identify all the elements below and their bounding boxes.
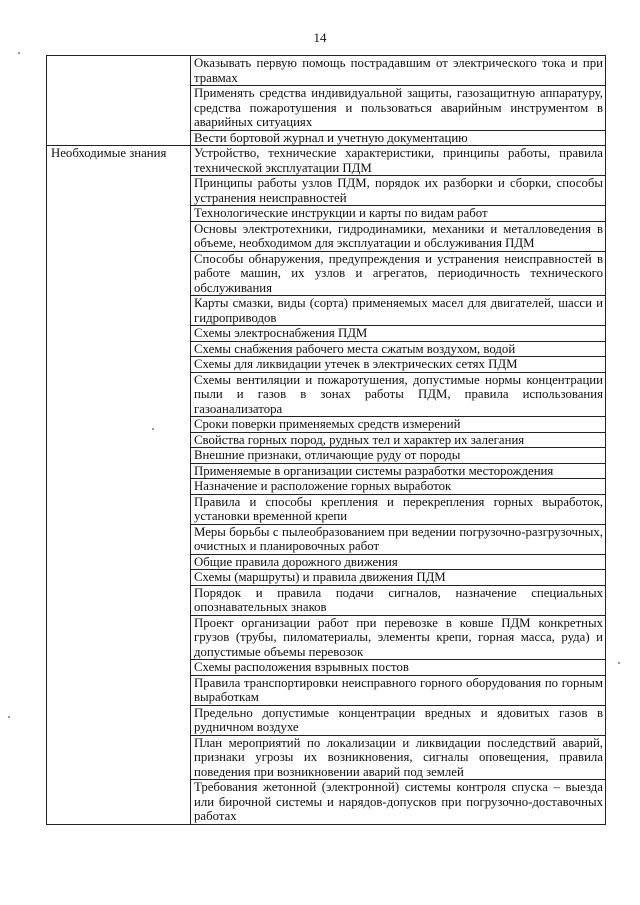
requirement-item: Свойства горных пород, рудных тел и характер их залегания [191,432,606,448]
requirement-item: Схемы электроснабжения ПДМ [191,326,606,342]
requirement-item: Сроки поверки применяемых средств измерений [191,417,606,433]
requirement-item: Назначение и расположение горных выработок [191,479,606,495]
requirement-item: Применяемые в организации системы разработки месторождения [191,463,606,479]
requirement-item: Технологические инструкции и карты по видам работ [191,206,606,222]
requirement-item: Способы обнаружения, предупреждения и устранения неисправностей в работе машин, их узлов и агрегатов, периодичность технического обслуживания [191,251,606,296]
requirement-item: Устройство, технические характеристики, принципы работы, правила технической эксплуатации ПДМ [191,146,606,176]
scan-speck [152,428,154,430]
requirement-item: Основы электротехники, гидродинамики, механики и металловедения в объеме, необходимом для эксплуатации и обслуживания ПДМ [191,221,606,251]
competency-table [46,55,606,825]
scan-speck [8,716,10,718]
table-row [47,146,606,176]
requirement-item: Оказывать первую помощь пострадавшим от электрического тока и при травмах [191,56,606,86]
section-label [47,56,191,146]
requirement-item: Правила транспортировки неисправного горного оборудования по горным выработкам [191,675,606,705]
requirement-item: Схемы расположения взрывных постов [191,660,606,676]
requirement-item: План мероприятий по локализации и ликвидации последствий аварий, признаки угрозы их возникновения, сигналы оповещения, правила поведения при возникновении аварий под землей [191,735,606,780]
table-body [47,56,606,825]
requirement-item: Карты смазки, виды (сорта) применяемых масел для двигателей, шасси и гидроприводов [191,296,606,326]
requirement-item: Меры борьбы с пылеобразованием при ведении погрузочно-разгрузочных, очистных и планировочных работ [191,524,606,554]
requirement-item: Схемы для ликвидации утечек в электрических сетях ПДМ [191,357,606,373]
requirement-item: Предельно допустимые концентрации вредных и ядовитых газов в рудничном воздухе [191,705,606,735]
requirement-item: Требования жетонной (электронной) системы контроля спуска – выезда или бирочной системы и нарядов-допусков при погрузочно-доставочных работах [191,780,606,825]
requirement-item: Правила и способы крепления и перекрепления горных выработок, установки временной крепи [191,494,606,524]
requirement-item: Внешние признаки, отличающие руду от породы [191,448,606,464]
table-row [47,56,606,86]
requirement-item: Вести бортовой журнал и учетную документацию [191,130,606,146]
requirement-item: Схемы снабжения рабочего места сжатым воздухом, водой [191,341,606,357]
scan-speck [18,52,20,54]
requirement-item: Схемы вентиляции и пожаротушения, допустимые нормы концентрации пыли и газов в зонах работы ПДМ, правила использования газоанализатора [191,372,606,417]
requirement-item: Схемы (маршруты) и правила движения ПДМ [191,570,606,586]
section-label: Необходимые знания [47,146,191,825]
requirement-item: Принципы работы узлов ПДМ, порядок их разборки и сборки, способы устранения неисправностей [191,176,606,206]
page-number: 14 [313,30,327,45]
requirement-item: Проект организации работ при перевозке в ковше ПДМ конкретных грузов (трубы, пиломатериалы, элементы крепи, горная масса, руда) и допустимые объемы перевозок [191,615,606,660]
requirement-item: Общие правила дорожного движения [191,554,606,570]
requirement-item: Порядок и правила подачи сигналов, назначение специальных опознавательных знаков [191,585,606,615]
scan-speck [618,662,620,664]
requirement-item: Применять средства индивидуальной защиты, газозащитную аппаратуру, средства пожаротушения и пользоваться аварийным инструментом в аварийных ситуациях [191,86,606,131]
